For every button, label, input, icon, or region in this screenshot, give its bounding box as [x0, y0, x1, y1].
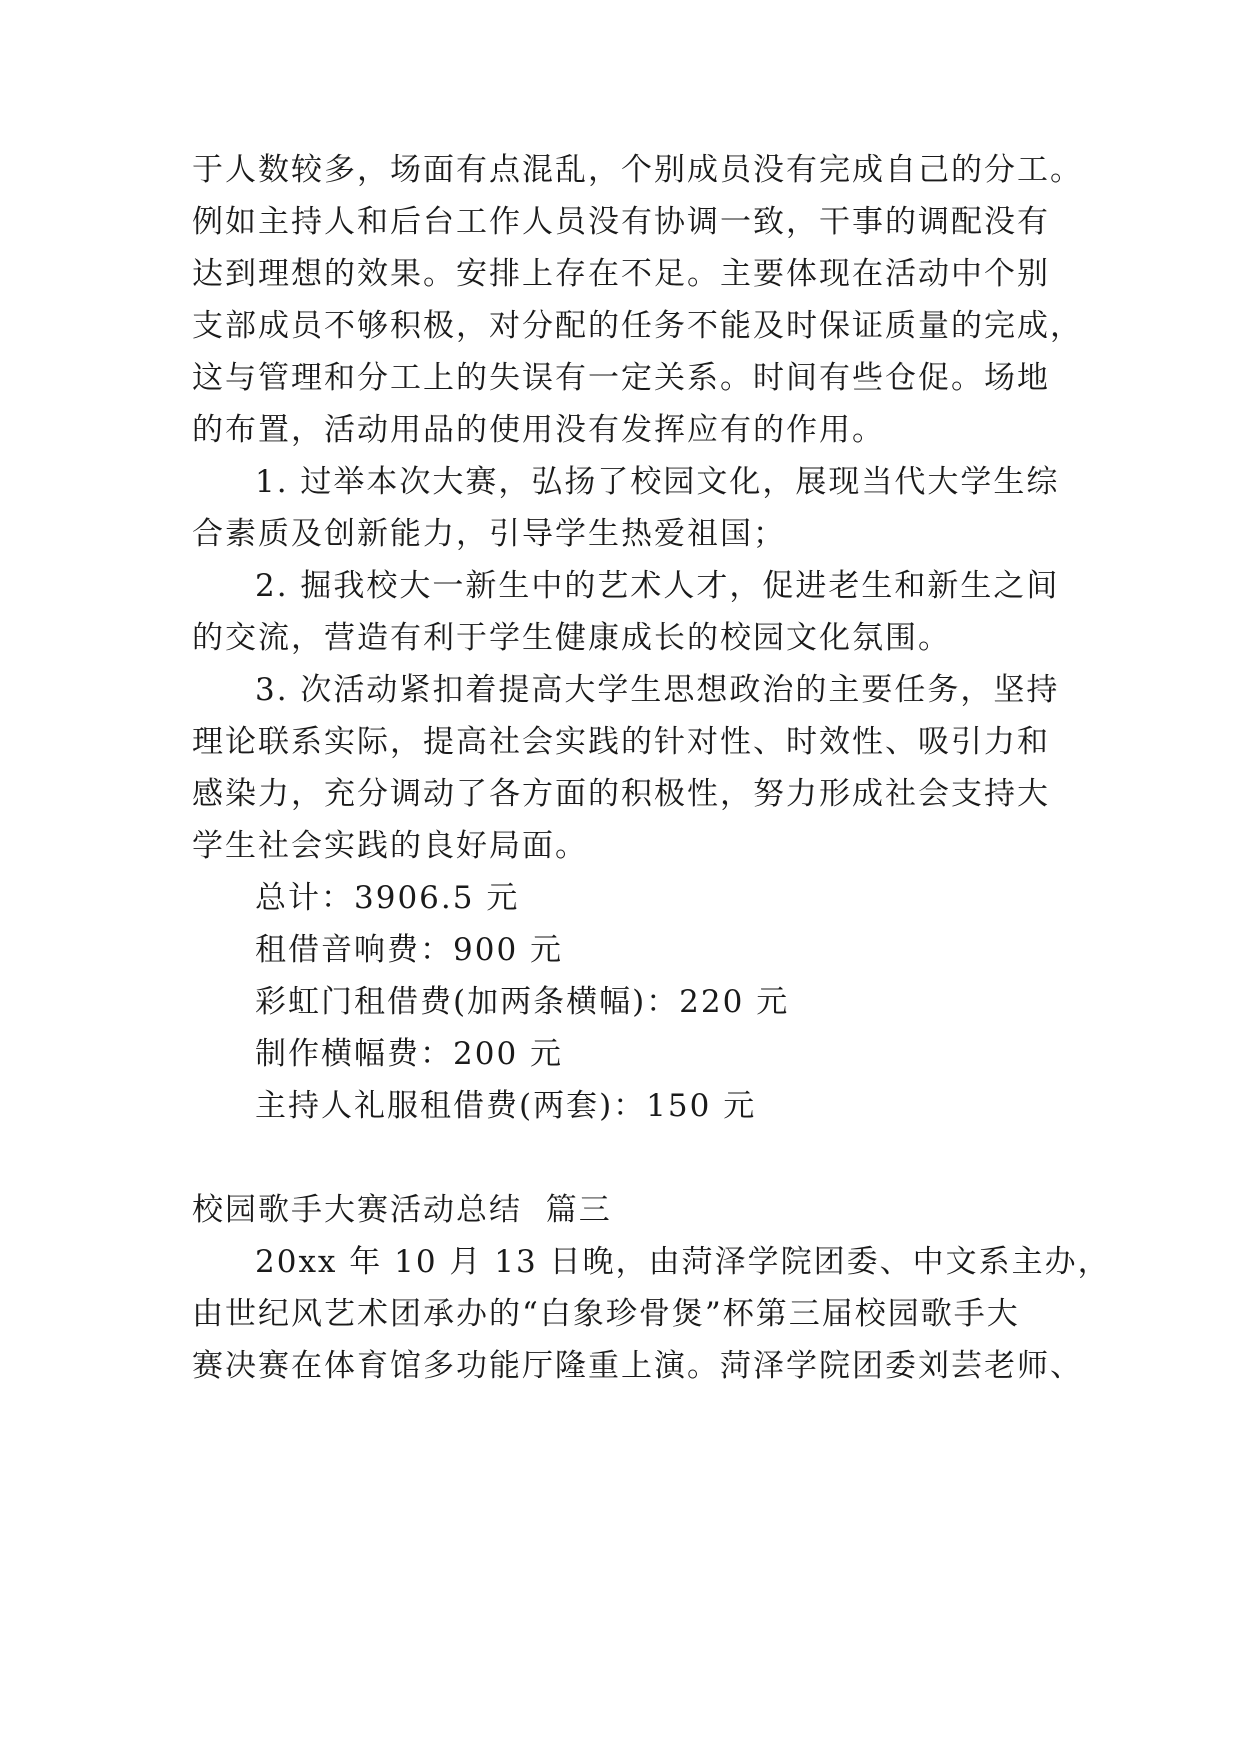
paragraph-line: 赛决赛在体育馆多功能厅隆重上演。菏泽学院团委刘芸老师、	[192, 1348, 1083, 1384]
expense-line: 租借音响费：900 元	[255, 932, 564, 968]
paragraph-line: 支部成员不够积极，对分配的任务不能及时保证质量的完成，	[192, 308, 1083, 344]
list-item-line: 3. 次活动紧扣着提高大学生思想政治的主要任务，坚持	[255, 672, 1060, 708]
list-item-line: 2. 掘我校大一新生中的艺术人才，促进老生和新生之间	[255, 568, 1060, 604]
list-item-line: 感染力，充分调动了各方面的积极性，努力形成社会支持大	[192, 776, 1050, 812]
paragraph-line: 由世纪风艺术团承办的“白象珍骨煲”杯第三届校园歌手大	[192, 1296, 1020, 1332]
expense-line: 彩虹门租借费(加两条横幅)：220 元	[255, 984, 790, 1020]
paragraph-line: 于人数较多，场面有点混乱，个别成员没有完成自己的分工。	[192, 152, 1083, 188]
section-heading: 校园歌手大赛活动总结 篇三	[192, 1192, 612, 1228]
list-item-line: 学生社会实践的良好局面。	[192, 828, 588, 864]
paragraph-line: 20xx 年 10 月 13 日晚，由菏泽学院团委、中文系主办，	[255, 1244, 1111, 1280]
expense-line: 主持人礼服租借费(两套)：150 元	[255, 1088, 757, 1124]
list-item-line: 理论联系实际，提高社会实践的针对性、时效性、吸引力和	[192, 724, 1050, 760]
list-item-line: 合素质及创新能力，引导学生热爱祖国；	[192, 516, 786, 552]
paragraph-line: 的布置，活动用品的使用没有发挥应有的作用。	[192, 412, 885, 448]
paragraph-line: 例如主持人和后台工作人员没有协调一致，干事的调配没有	[192, 204, 1050, 240]
expense-line: 总计：3906.5 元	[255, 880, 520, 916]
paragraph-line: 达到理想的效果。安排上存在不足。主要体现在活动中个别	[192, 256, 1050, 292]
expense-line: 制作横幅费：200 元	[255, 1036, 564, 1072]
list-item-line: 1. 过举本次大赛，弘扬了校园文化，展现当代大学生综	[255, 464, 1060, 500]
list-item-line: 的交流，营造有利于学生健康成长的校园文化氛围。	[192, 620, 951, 656]
paragraph-line: 这与管理和分工上的失误有一定关系。时间有些仓促。场地	[192, 360, 1050, 396]
